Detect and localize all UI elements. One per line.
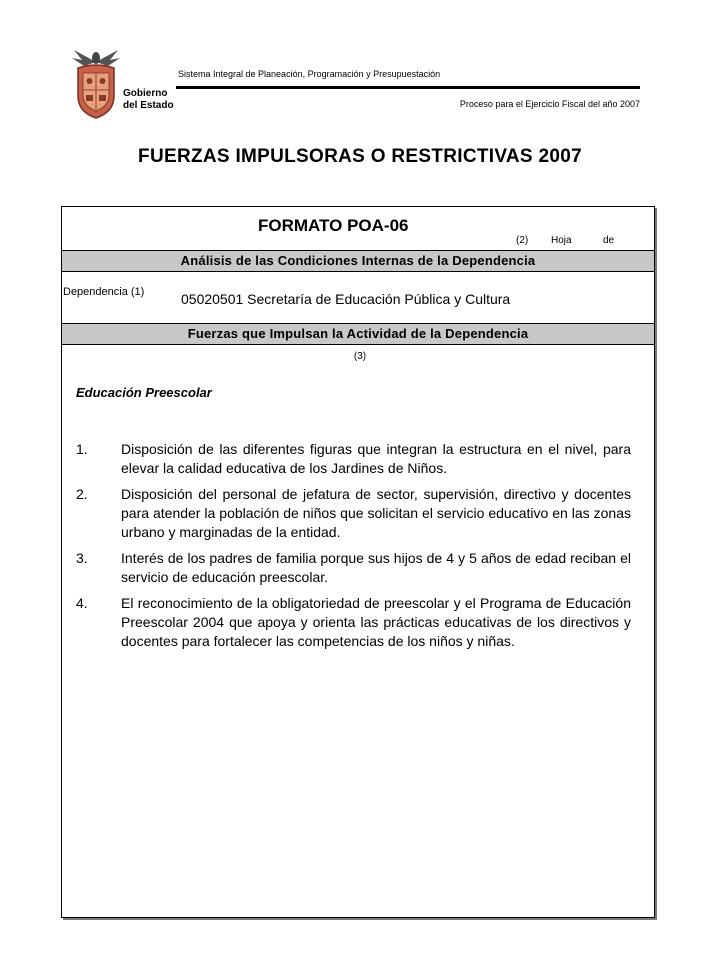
sheet-label: Hoja bbox=[551, 235, 572, 246]
section-title: Educación Preescolar bbox=[76, 385, 212, 400]
dependency-value: 05020501 Secretaría de Educación Pública y Cultura bbox=[181, 291, 511, 307]
sheet-number bbox=[516, 235, 614, 246]
government-label bbox=[123, 88, 174, 112]
system-name: Sistema Integral de Planeación, Programación y Presupuestación bbox=[178, 69, 441, 79]
sheet-of: de bbox=[603, 235, 615, 246]
government-line-2: del Estado bbox=[123, 100, 174, 111]
forces-list bbox=[76, 440, 631, 658]
forces-header: Fuerzas que Impulsan la Actividad de la Dependencia bbox=[62, 323, 654, 345]
list-item bbox=[76, 594, 631, 651]
item-number: 2. bbox=[76, 486, 88, 502]
item-text: El reconocimiento de la obligatoriedad de preescolar y el Programa de Educación Preescolar 2004 que apoya y orienta las prácticas educativas de los directivos y docentes para fortalecer las competencias de los niños y niñas. bbox=[121, 595, 631, 649]
form-code: FORMATO POA-06 bbox=[258, 216, 409, 235]
item-number: 4. bbox=[76, 595, 88, 611]
header-rule bbox=[176, 86, 640, 89]
analysis-header: Análisis de las Condiciones Internas de la Dependencia bbox=[62, 250, 654, 272]
government-line-1: Gobierno bbox=[123, 88, 168, 99]
state-coat-of-arms-icon bbox=[70, 44, 122, 120]
sheet-ref: (2) bbox=[516, 235, 529, 246]
page-title: FUERZAS IMPULSORAS O RESTRICTIVAS 2007 bbox=[138, 146, 582, 167]
item-number: 3. bbox=[76, 550, 88, 566]
process-year: Proceso para el Ejercicio Fiscal del año 2007 bbox=[459, 99, 640, 109]
item-text: Disposición de las diferentes figuras que integran la estructura en el nivel, para elevar la calidad educativa de los Jardines de Niños. bbox=[121, 441, 631, 476]
list-item bbox=[76, 549, 631, 587]
item-text: Interés de los padres de familia porque sus hijos de 4 y 5 años de edad reciban el servicio de educación preescolar. bbox=[121, 550, 631, 585]
item-number: 1. bbox=[76, 441, 88, 457]
list-item bbox=[76, 485, 631, 542]
item-text: Disposición del personal de jefatura de sector, supervisión, directivo y docentes para atender la población de niños que solicitan el servicio educativo en las zonas urbano y marginadas de la entidad. bbox=[121, 486, 631, 540]
forces-ref: (3) bbox=[353, 351, 367, 362]
dependency-label: Dependencia (1) bbox=[63, 286, 145, 298]
list-item bbox=[76, 440, 631, 478]
